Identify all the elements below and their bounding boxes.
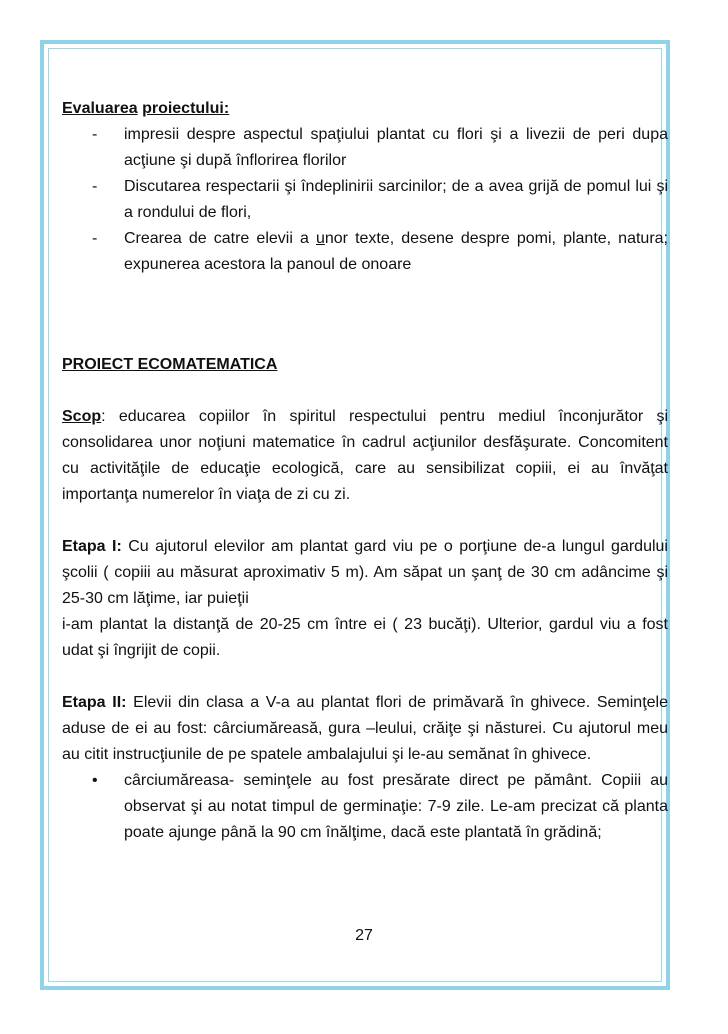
document-body <box>62 96 668 846</box>
bullet-item <box>62 768 668 846</box>
stage1-text-a: Cu ajutorul elevilor am plantat gard viu pe o porţiune de-a lungul gardului şcolii ( copiii au măsurat aproximativ 5 m). Am săpat un şanţ de 30 cm adâncime şi 25-30 cm lăţime, iar puieţii <box>62 538 668 607</box>
stage1-label: Etapa I: <box>62 538 122 555</box>
evaluation-item <box>62 226 668 278</box>
dash-marker: - <box>92 230 98 247</box>
dash-marker: - <box>92 126 98 143</box>
evaluation-item-text-part2: nor texte, desene despre pomi, plante, natura; expunerea acestora la panoul de onoare <box>124 230 668 273</box>
scope-text: : educarea copiilor în spiritul respectului pentru mediul înconjurător şi consolidarea unor noţiuni matematice în cadrul acţiunilor desfăşurate. Concomitent cu activităţile de educaţie ecologică, care au sensibilizat copiii, ei au învăţat importanţa numerelor în viaţa de zi cu zi. <box>62 408 668 503</box>
stage2-paragraph <box>62 690 668 768</box>
dash-marker: - <box>92 178 98 195</box>
evaluation-heading-word1: Evaluarea <box>62 100 138 117</box>
evaluation-item <box>62 122 668 174</box>
stage2-label: Etapa II: <box>62 694 127 711</box>
page-number: 27 <box>355 927 373 944</box>
evaluation-item-text: Discutarea respectarii şi îndeplinirii sarcinilor; de a avea grijă de pomul lui şi a rondului de flori, <box>124 178 668 221</box>
evaluation-heading <box>62 96 668 122</box>
bullet-marker: • <box>92 772 98 789</box>
stage1-text-b: i-am plantat la distanţă de 20-25 cm între ei ( 23 bucăţi). Ulterior, gardul viu a fost udat şi îngrijit de copii. <box>62 616 668 659</box>
evaluation-heading-word2: proiectului: <box>142 100 230 117</box>
bullet-item-text: cârciumăreasa- seminţele au fost presărate direct pe pământ. Copiii au observat şi au notat timpul de germinaţie: 7-9 zile. Le-am precizat că planta poate ajunge până la 90 cm înălţime, dacă este plantată în grădină; <box>124 772 668 841</box>
stage1-paragraph <box>62 534 668 612</box>
evaluation-item-text: impresii despre aspectul spaţiului plantat cu flori şi a livezii de peri dupa acţiune şi după înflorirea florilor <box>124 126 668 169</box>
scope-paragraph <box>62 404 668 508</box>
evaluation-item-underlined-letter: u <box>315 230 325 247</box>
project-title: PROIECT ECOMATEMATICA <box>62 356 278 373</box>
stage2-text: Elevii din clasa a V-a au plantat flori de primăvară în ghivece. Seminţele aduse de ei au fost: cârciumăreasă, gura –leului, crăiţe şi năsturei. Cu ajutorul meu au citit instrucţiunile de pe spatele ambalajului şi le-au semănat în ghivece. <box>62 694 668 763</box>
evaluation-item-text-part1: Crearea de catre elevii a <box>124 230 316 247</box>
evaluation-item <box>62 174 668 226</box>
scope-label: Scop <box>62 408 102 425</box>
